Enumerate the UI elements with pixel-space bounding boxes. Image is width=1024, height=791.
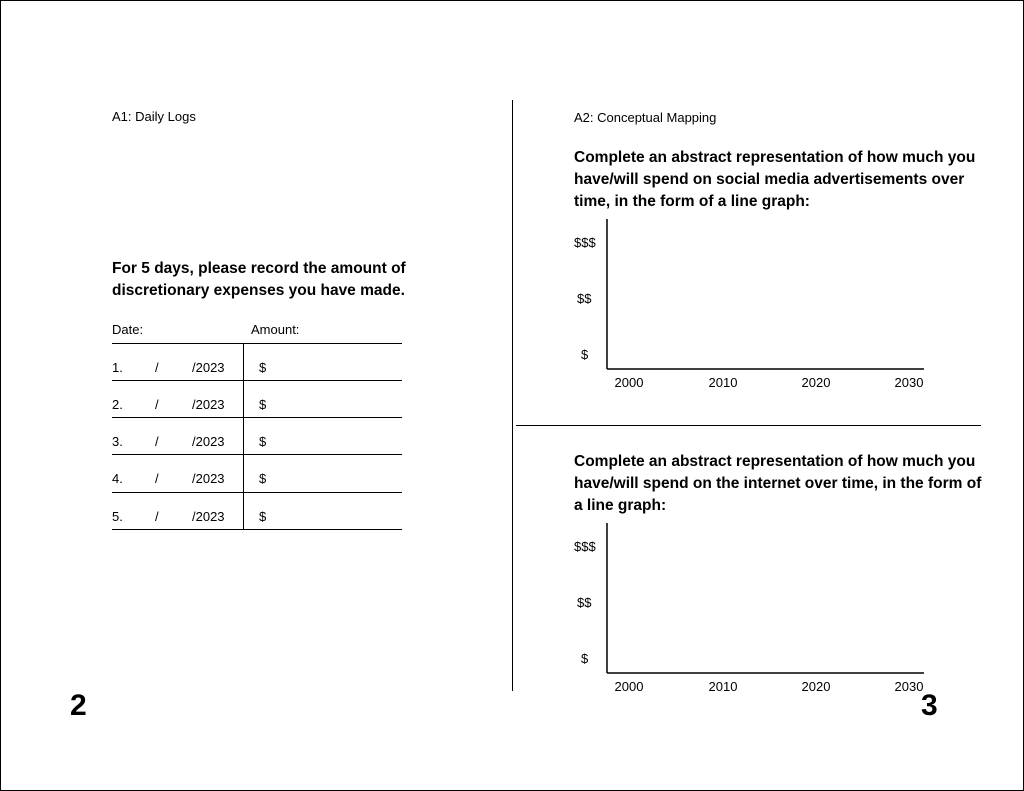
- x-tick-label: 2030: [894, 375, 924, 390]
- date-year: /2023: [192, 397, 225, 412]
- row-number: 1.: [112, 360, 123, 375]
- page-number-right: 3: [921, 689, 938, 722]
- x-tick-label: 2020: [801, 375, 831, 390]
- amount-dollar-sign: $: [259, 509, 267, 524]
- line-graph-internet[interactable]: [561, 515, 941, 700]
- y-tick-label: $: [581, 651, 589, 666]
- amount-dollar-sign: $: [259, 360, 267, 375]
- x-tick-label: 2020: [801, 679, 831, 694]
- amount-dollar-sign: $: [259, 434, 267, 449]
- table-rule: [112, 417, 402, 418]
- amount-dollar-sign: $: [259, 397, 267, 412]
- page-number-left: 2: [70, 689, 87, 722]
- y-tick-label: $: [581, 347, 589, 362]
- x-tick-label: 2030: [894, 679, 924, 694]
- x-tick-label: 2000: [614, 679, 644, 694]
- date-slash: /: [155, 434, 159, 449]
- table-rule: [112, 343, 402, 344]
- table-column-divider: [243, 344, 244, 530]
- y-tick-label: $$$: [574, 235, 596, 250]
- table-rule: [112, 492, 402, 493]
- x-tick-label: 2000: [614, 375, 644, 390]
- graph-prompt-internet: Complete an abstract representation of how much you have/will spend on the internet over time, in the form of a line graph:: [574, 453, 982, 514]
- row-number: 5.: [112, 509, 123, 524]
- date-slash: /: [155, 360, 159, 375]
- graph-prompt-social-media: Complete an abstract representation of how much you have/will spend on social media advertisements over time, in the form of a line graph:: [574, 149, 976, 210]
- date-year: /2023: [192, 509, 225, 524]
- row-number: 3.: [112, 434, 123, 449]
- x-tick-label: 2010: [708, 679, 738, 694]
- date-slash: /: [155, 509, 159, 524]
- table-rule: [112, 380, 402, 381]
- row-number: 2.: [112, 397, 123, 412]
- page-divider-vertical: [512, 100, 513, 691]
- x-tick-label: 2010: [708, 375, 738, 390]
- amount-column-header: Amount:: [251, 322, 300, 337]
- section-label-a1: A1: Daily Logs: [112, 109, 196, 124]
- line-graph-social-media[interactable]: [561, 211, 941, 396]
- y-tick-label: $$: [577, 291, 592, 306]
- y-tick-label: $$: [577, 595, 592, 610]
- date-column-header: Date:: [112, 322, 144, 337]
- section-divider-horizontal: [516, 425, 981, 426]
- y-tick-label: $$$: [574, 539, 596, 554]
- section-label-a2: A2: Conceptual Mapping: [574, 110, 717, 125]
- date-year: /2023: [192, 434, 225, 449]
- date-slash: /: [155, 471, 159, 486]
- date-year: /2023: [192, 471, 225, 486]
- table-rule: [112, 454, 402, 455]
- amount-dollar-sign: $: [259, 471, 267, 486]
- table-rule: [112, 529, 402, 530]
- date-slash: /: [155, 397, 159, 412]
- instructions-text: For 5 days, please record the amount of discretionary expenses you have made.: [112, 260, 406, 299]
- date-year: /2023: [192, 360, 225, 375]
- row-number: 4.: [112, 471, 123, 486]
